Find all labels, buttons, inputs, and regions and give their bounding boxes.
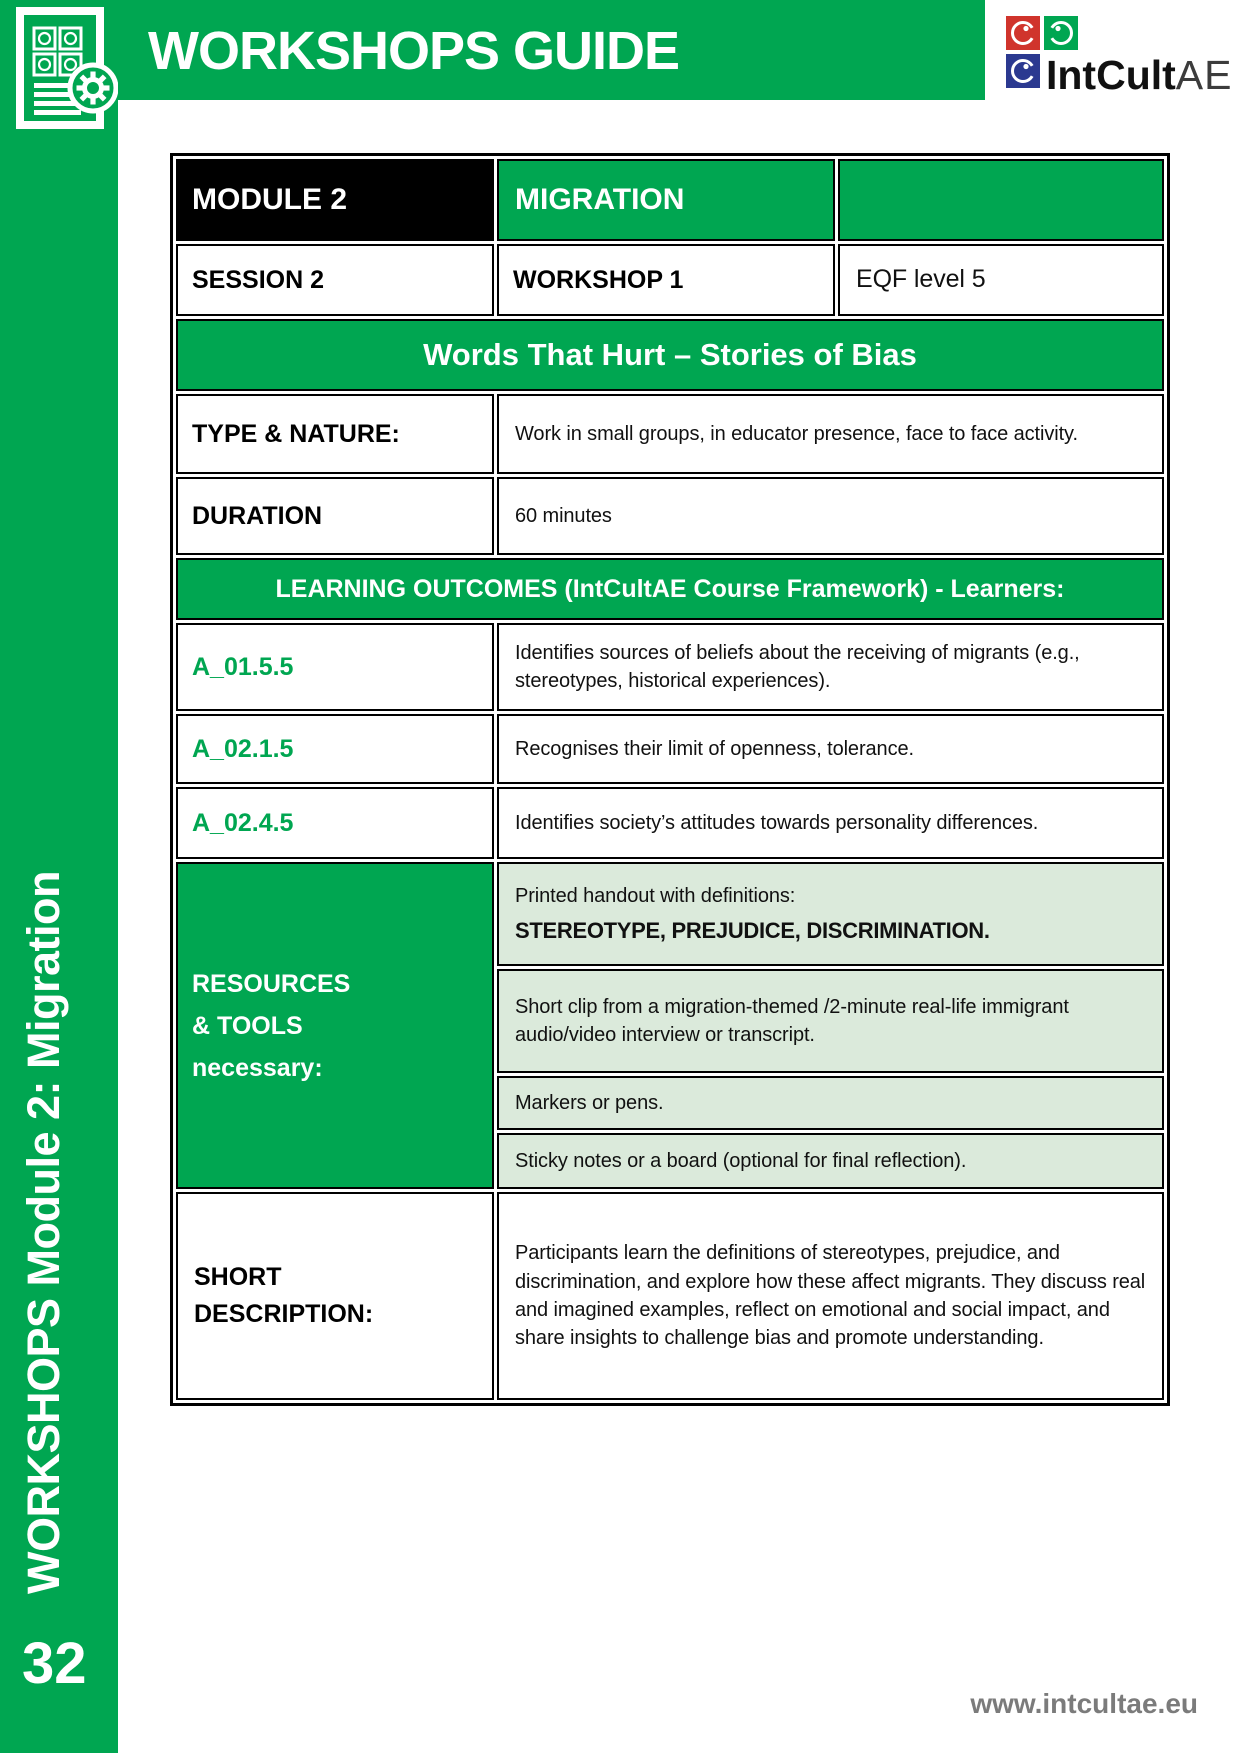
module-value-spacer <box>838 159 1164 241</box>
type-nature-label: TYPE & NATURE: <box>176 394 494 474</box>
module-value: MIGRATION <box>497 159 835 241</box>
duration-label: DURATION <box>176 477 494 555</box>
resource-item: Sticky notes or a board (optional for final reflection). <box>497 1133 1164 1189</box>
outcome-text: Identifies society’s attitudes towards personality differences. <box>497 787 1164 859</box>
row-resource-1 <box>176 862 1164 966</box>
brand-name-light: AE <box>1175 52 1233 98</box>
face-icon-blue <box>1006 54 1040 88</box>
outcomes-banner: LEARNING OUTCOMES (IntCultAE Course Framework) - Learners: <box>176 558 1164 620</box>
outcome-code: A_01.5.5 <box>176 623 494 711</box>
row-outcome-2 <box>176 714 1164 784</box>
eqf-level: EQF level 5 <box>838 244 1164 316</box>
type-nature-value: Work in small groups, in educator presence, face to face activity. <box>497 394 1164 474</box>
resource-item: Markers or pens. <box>497 1076 1164 1130</box>
face-icon-red <box>1006 16 1040 50</box>
resource-item: Printed handout with definitions: STEREOTYPE, PREJUDICE, DISCRIMINATION. <box>497 862 1164 966</box>
workshop-table <box>170 153 1170 1406</box>
module-label: MODULE 2 <box>176 159 494 241</box>
row-duration <box>176 477 1164 555</box>
row-outcomes-banner <box>176 558 1164 620</box>
face-icon-green <box>1044 16 1078 50</box>
row-description <box>176 1192 1164 1400</box>
session-label: SESSION 2 <box>176 244 494 316</box>
row-outcome-3 <box>176 787 1164 859</box>
row-module <box>176 159 1164 241</box>
sidebar-vertical-label: WORKSHOPS Module 2: Migration <box>18 871 69 1594</box>
resources-label: RESOURCES & TOOLS necessary: <box>176 862 494 1189</box>
page-title: WORKSHOPS GUIDE <box>148 21 680 81</box>
short-description-text: Participants learn the definitions of stereotypes, prejudice, and discrimination, and explore how these affect migrants. They discuss real and imagined examples, reflect on emotional and social impact, and share insights to challenge bias and promote understanding. <box>497 1192 1164 1400</box>
row-session <box>176 244 1164 316</box>
outcome-code: A_02.4.5 <box>176 787 494 859</box>
workshop-label: WORKSHOP 1 <box>497 244 835 316</box>
short-description-label: SHORT DESCRIPTION: <box>176 1192 494 1400</box>
row-outcome-1 <box>176 623 1164 711</box>
intcultae-logo <box>1006 16 1233 98</box>
outcome-text: Identifies sources of beliefs about the receiving of migrants (e.g., stereotypes, historical experiences). <box>497 623 1164 711</box>
brand-wordmark <box>1046 52 1233 98</box>
row-title <box>176 319 1164 391</box>
footer-url[interactable]: www.intcultae.eu <box>970 1688 1198 1719</box>
workshop-title: Words That Hurt – Stories of Bias <box>176 319 1164 391</box>
outcome-code: A_02.1.5 <box>176 714 494 784</box>
brand-name-bold: IntCult <box>1046 52 1176 98</box>
workshops-guide-icon <box>12 6 118 137</box>
outcome-text: Recognises their limit of openness, tolerance. <box>497 714 1164 784</box>
row-type-nature <box>176 394 1164 474</box>
resource-item: Short clip from a migration-themed /2-minute real-life immigrant audio/video interview or transcript. <box>497 969 1164 1073</box>
resource-item-bold: STEREOTYPE, PREJUDICE, DISCRIMINATION. <box>515 917 990 943</box>
duration-value: 60 minutes <box>497 477 1164 555</box>
page-number: 32 <box>22 1631 87 1696</box>
